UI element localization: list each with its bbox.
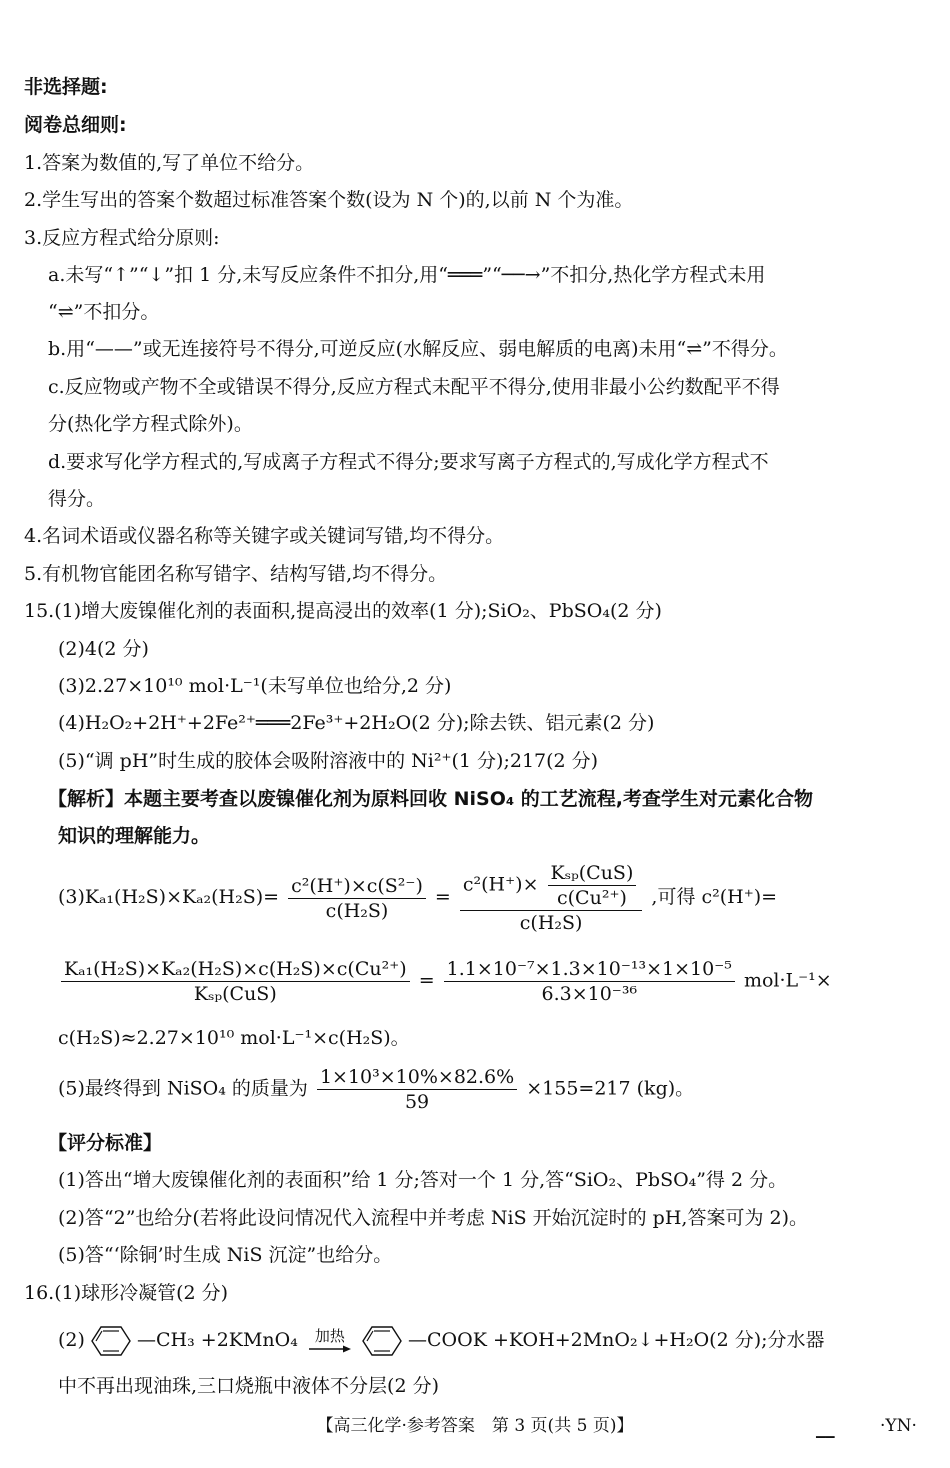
q15-answer-4: (4)H₂O₂+2H⁺+2Fe²⁺═══2Fe³⁺+2H₂O(2 分);除去铁、铝元素(2 分)	[58, 712, 655, 734]
equals-sign: =	[418, 969, 435, 992]
rule-item: 3.反应方程式给分原则:	[24, 227, 220, 249]
q15-answer-3: (3)2.27×10¹⁰ mol·L⁻¹(未写单位也给分,2 分)	[58, 675, 452, 697]
rule-subitem: 得分。	[48, 488, 106, 510]
calc-text: —CH₃ +2KMnO₄	[137, 1329, 298, 1351]
calc-text: (5)最终得到 NiSO₄ 的质量为	[58, 1077, 308, 1100]
rule-subitem: b.用“——”或无连接符号不得分,可逆反应(水解反应、弱电解质的电离)未用“⇌”不得分。	[48, 338, 788, 360]
page-footer: 【高三化学·参考答案 第 3 页(共 5 页)】	[316, 1416, 634, 1436]
fraction-denominator: c(Cu²⁺)	[557, 887, 627, 909]
footer-mark: ▁▁	[816, 1424, 835, 1438]
benzene-ring-icon	[362, 1325, 402, 1357]
footer-code: ·YN·	[880, 1416, 917, 1436]
rule-subitem: 分(热化学方程式除外)。	[48, 413, 253, 435]
fraction-numerator	[460, 862, 642, 911]
calc-text: ,可得 c²(H⁺)=	[651, 886, 778, 908]
scoring-item: (5)答“‘除铜’时生成 NiS 沉淀”也给分。	[58, 1244, 393, 1266]
fraction-numerator: Kₐ₁(H₂S)×Kₐ₂(H₂S)×c(H₂S)×c(Cu²⁺)	[61, 958, 410, 982]
calc-text: —COOK +KOH+2MnO₂↓+H₂O(2 分);分水器	[408, 1329, 825, 1351]
fraction	[61, 958, 410, 1005]
scoring-item: (1)答出“增大废镍催化剂的表面积”给 1 分;答对一个 1 分,答“SiO₂、PbSO₄”得 2 分。	[58, 1169, 788, 1191]
q16-answer-1: 16.(1)球形冷凝管(2 分)	[24, 1282, 229, 1304]
calc-text: c²(H⁺)×	[462, 873, 539, 896]
reaction-arrow	[308, 1328, 352, 1354]
fraction-numerator: 1×10³×10%×82.6%	[317, 1066, 517, 1090]
calc-3-line-2	[58, 958, 832, 1005]
calc-text: (3)Kₐ₁(H₂S)×Kₐ₂(H₂S)=	[58, 886, 280, 908]
fraction-denominator: 59	[404, 1091, 430, 1113]
q15-answer-5: (5)“调 pH”时生成的胶体会吸附溶液中的 Ni²⁺(1 分);217(2 分)	[58, 750, 599, 772]
rule-item: 4.名词术语或仪器名称等关键字或关键词写错,均不得分。	[24, 525, 505, 547]
rule-item: 5.有机物官能团名称写错字、结构写错,均不得分。	[24, 563, 448, 585]
q15-answer-2: (2)4(2 分)	[58, 638, 149, 660]
equals-sign: =	[434, 886, 451, 908]
calc-3-line-1	[58, 862, 777, 934]
analysis-text: 知识的理解能力。	[58, 825, 211, 847]
scoring-title: 【评分标准】	[48, 1132, 163, 1154]
q15-answer-1: 15.(1)增大废镍催化剂的表面积,提高浸出的效率(1 分);SiO₂、PbSO₄(2 分)	[24, 600, 662, 622]
section-subtitle: 阅卷总细则:	[24, 114, 127, 136]
analysis-text: 【解析】本题主要考查以废镍催化剂为原料回收 NiSO₄ 的工艺流程,考查学生对元素化合物	[48, 788, 814, 810]
q16-answer-2-continued: 中不再出现油珠,三口烧瓶中液体不分层(2 分)	[58, 1375, 439, 1397]
calc-text: (2)	[58, 1329, 85, 1351]
fraction	[444, 958, 735, 1005]
rule-item: 1.答案为数值的,写了单位不给分。	[24, 152, 315, 174]
fraction	[460, 862, 642, 934]
fraction-numerator: c²(H⁺)×c(S²⁻)	[288, 875, 426, 899]
section-title: 非选择题:	[24, 76, 108, 98]
benzene-ring-icon	[91, 1325, 131, 1357]
calc-text: mol·L⁻¹×	[743, 969, 832, 992]
scoring-item: (2)答“2”也给分(若将此设问情况代入流程中并考虑 NiS 开始沉淀时的 pH,答案可为 2)。	[58, 1207, 808, 1229]
right-arrow-icon	[308, 1344, 352, 1354]
fraction-denominator: 6.3×10⁻³⁶	[541, 983, 638, 1005]
rule-item: 2.学生写出的答案个数超过标准答案个数(设为 N 个)的,以前 N 个为准。	[24, 189, 634, 211]
rule-subitem: a.未写“↑”“↓”扣 1 分,未写反应条件不扣分,用“═══”“──→”不扣分,热化学方程式未用	[48, 264, 766, 286]
nested-fraction	[548, 862, 637, 909]
rule-subitem: c.反应物或产物不全或错误不得分,反应方程式未配平不得分,使用非最小公约数配平不得	[48, 376, 780, 398]
fraction-denominator: Kₛₚ(CuS)	[193, 983, 277, 1005]
fraction-denominator: c(H₂S)	[519, 912, 583, 934]
fraction-numerator: 1.1×10⁻⁷×1.3×10⁻¹³×1×10⁻⁵	[444, 958, 735, 982]
rule-subitem: “⇌”不扣分。	[48, 301, 160, 323]
rule-subitem: d.要求写化学方程式的,写成离子方程式不得分;要求写离子方程式的,写成化学方程式不	[48, 451, 769, 473]
fraction	[317, 1066, 517, 1113]
calc-5-line	[58, 1066, 694, 1113]
reaction-condition: 加热	[314, 1327, 345, 1345]
fraction	[288, 875, 426, 922]
fraction-denominator: c(H₂S)	[325, 899, 389, 922]
calc-3-line-3: c(H₂S)≈2.27×10¹⁰ mol·L⁻¹×c(H₂S)。	[58, 1027, 410, 1049]
q16-answer-2	[58, 1322, 825, 1358]
fraction-numerator: Kₛₚ(CuS)	[548, 862, 637, 886]
calc-text: ×155=217 (kg)。	[526, 1077, 695, 1100]
